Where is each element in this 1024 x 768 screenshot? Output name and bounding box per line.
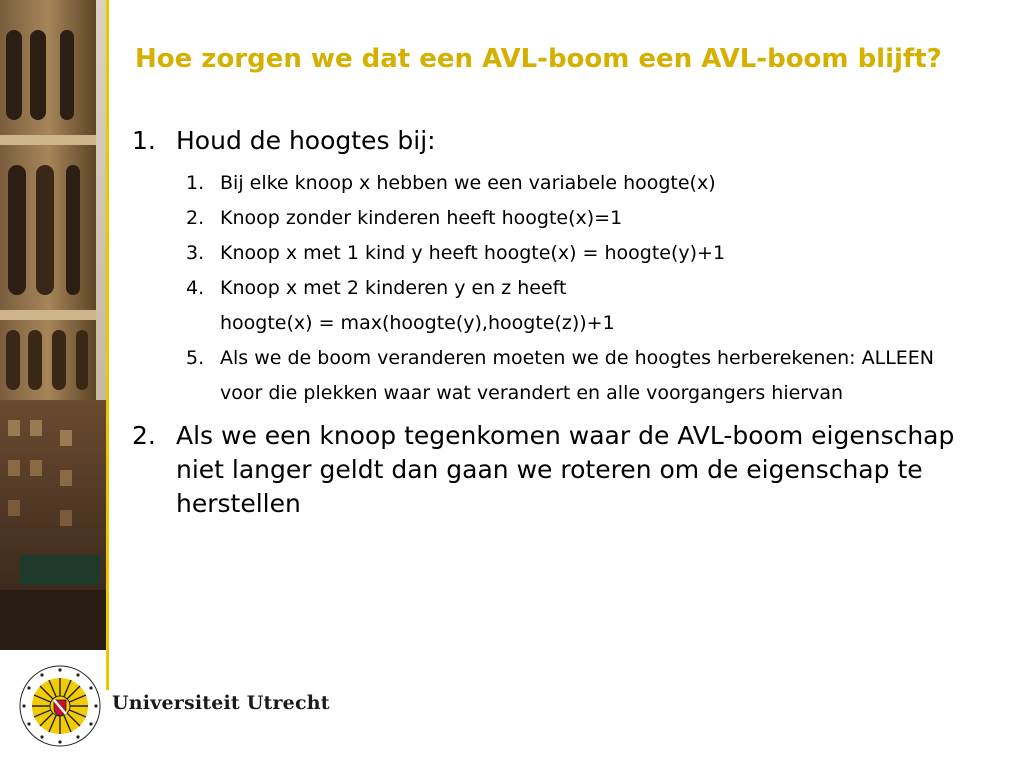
sub-list-item — [186, 236, 982, 271]
cathedral-photo — [0, 0, 108, 650]
accent-line — [106, 0, 109, 690]
university-seal-icon — [18, 664, 102, 748]
sub-list-item — [186, 271, 982, 341]
sub-list-text: Knoop zonder kinderen heeft hoogte(x)=1 — [220, 207, 623, 229]
sub-list-text: Knoop x met 1 kind y heeft hoogte(x) = hoogte(y)+1 — [220, 242, 726, 264]
sub-list-number: 2. — [186, 207, 205, 229]
sub-list-text: Als we de boom veranderen moeten we de hoogtes herberekenen: ALLEEN voor die plekken waar wat verandert en alle voorgangers hiervan — [220, 347, 935, 404]
list-number: 1. — [132, 126, 156, 155]
sub-list-text: Bij elke knoop x hebben we een variabele hoogte(x) — [220, 172, 716, 194]
sub-list-number: 4. — [186, 277, 205, 299]
slide-title: Hoe zorgen we dat een AVL-boom een AVL-boom blijft? — [135, 44, 942, 74]
sub-list-number: 1. — [186, 172, 205, 194]
main-list — [132, 124, 982, 521]
sub-list-number: 5. — [186, 347, 205, 369]
university-name: Universiteit Utrecht — [112, 692, 330, 714]
sub-list-item — [186, 341, 982, 411]
list-number: 2. — [132, 421, 156, 450]
list-item-text: Houd de hoogtes bij: — [176, 126, 436, 155]
slide-content — [132, 124, 982, 521]
sub-list-item — [186, 166, 982, 201]
list-item-text: Als we een knoop tegenkomen waar de AVL-boom eigenschap niet langer geldt dan gaan we roteren om de eigenschap te herstellen — [176, 421, 955, 518]
footer — [0, 640, 420, 768]
sub-list-item — [186, 201, 982, 236]
sub-list — [186, 166, 982, 411]
sub-list-text: Knoop x met 2 kinderen y en z heeft hoogte(x) = max(hoogte(y),hoogte(z))+1 — [220, 277, 615, 334]
sub-list-number: 3. — [186, 242, 205, 264]
list-item — [132, 124, 982, 411]
list-item — [132, 419, 982, 521]
